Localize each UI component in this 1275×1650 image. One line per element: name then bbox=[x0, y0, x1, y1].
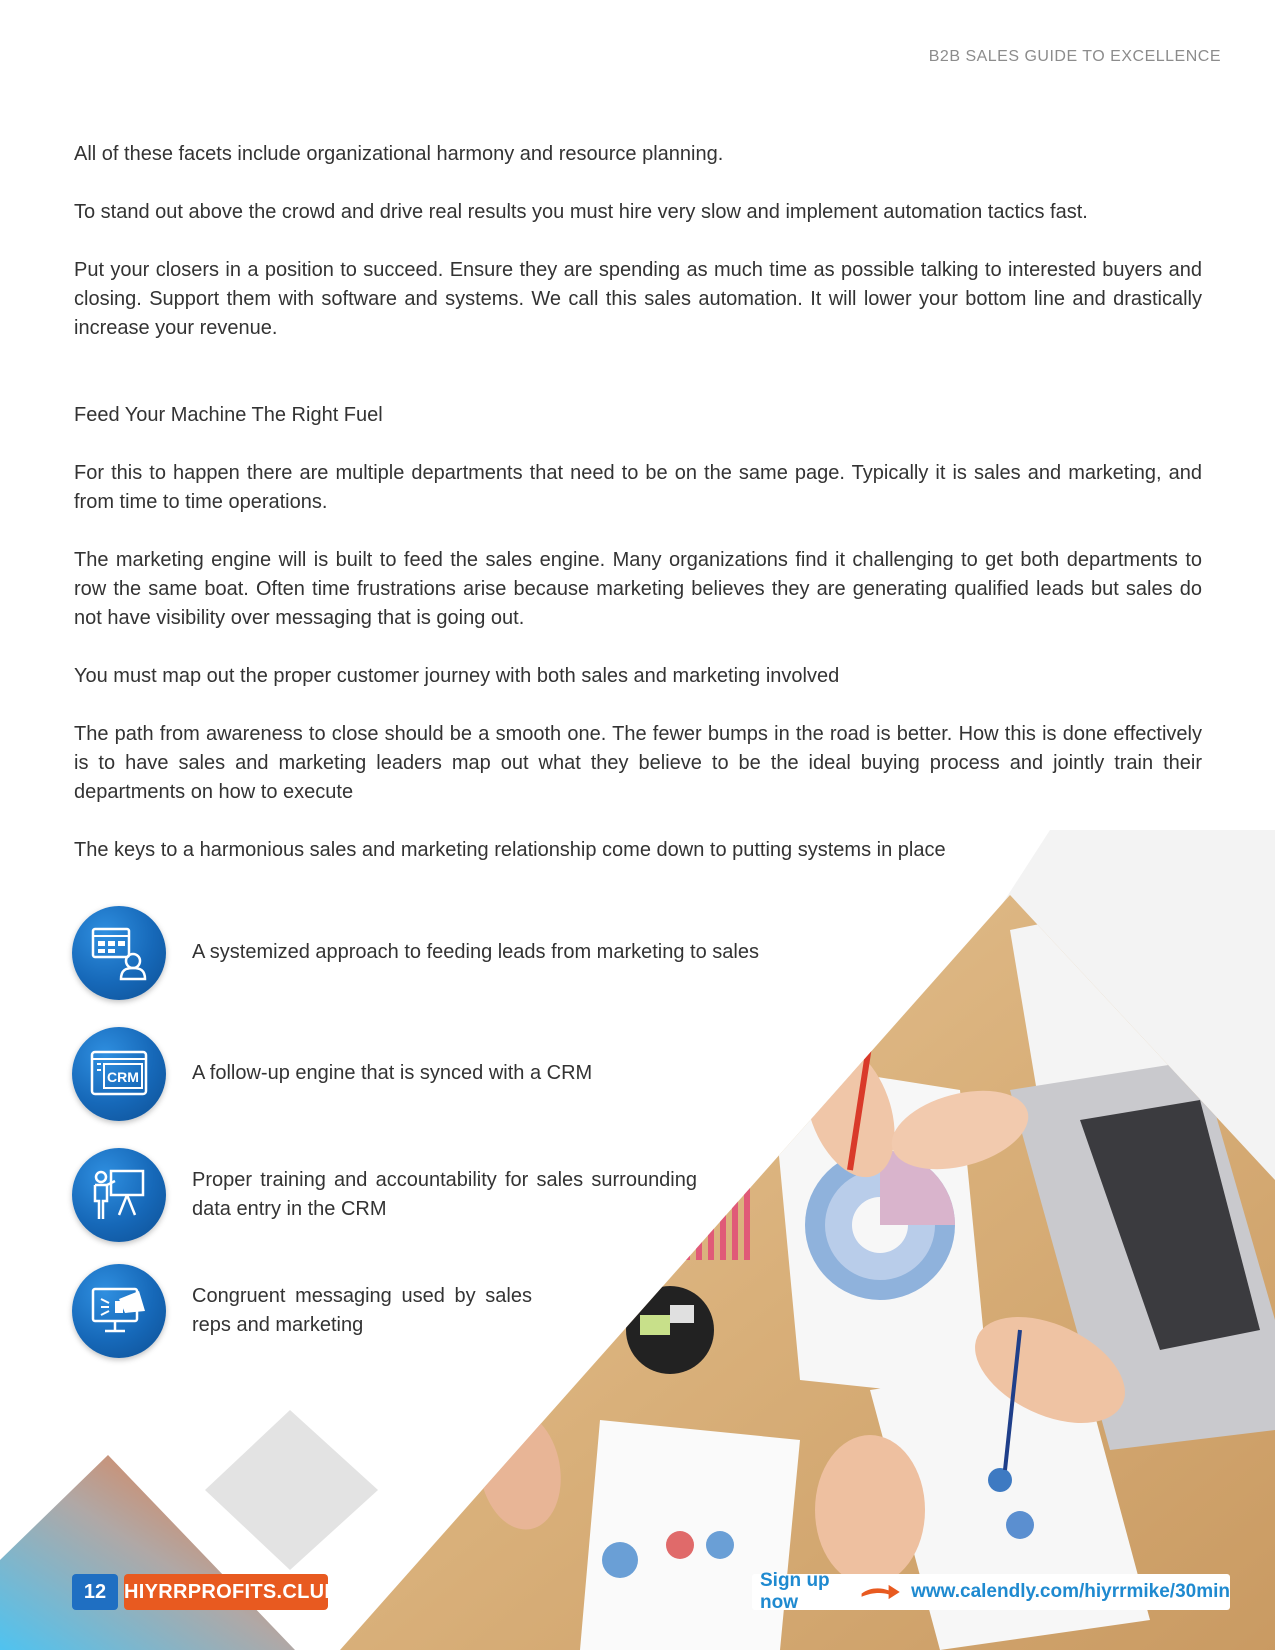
dashboard-user-icon bbox=[72, 906, 166, 1000]
bullet-item bbox=[72, 1148, 712, 1244]
body-text bbox=[74, 140, 1202, 894]
paragraph-2: To stand out above the crowd and drive real results you must hire very slow and implement automation tactics fast. bbox=[74, 201, 1088, 223]
paragraph-6: You must map out the proper customer journey with both sales and marketing involved bbox=[74, 665, 840, 687]
crm-icon-label: CRM bbox=[107, 1069, 139, 1085]
bullet-text: A follow-up engine that is synced with a CRM bbox=[192, 1062, 593, 1084]
paragraph-8: The keys to a harmonious sales and marketing relationship come down to putting systems in place bbox=[74, 839, 946, 861]
bullet-text: A systemized approach to feeding leads from marketing to sales bbox=[192, 941, 759, 963]
bullet-item bbox=[72, 1027, 712, 1123]
paragraph-4: For this to happen there are multiple departments that need to be on the same page. Typically it is sales and marketing, and from time to time operations. bbox=[74, 462, 1202, 513]
paragraph-3: Put your closers in a position to succeed. Ensure they are spending as much time as possible talking to interested buyers and closing. Support them with software and systems. We call this sales automation. It will lower your bottom line and drastically increase your revenue. bbox=[74, 259, 1202, 339]
paragraph-7: The path from awareness to close should be a smooth one. The fewer bumps in the road is better. How this is done effectively is to have sales and marketing leaders map out what they believe to be the ideal buying process and jointly train their departments on how to execute bbox=[74, 723, 1202, 803]
presentation-trainer-icon bbox=[72, 1148, 166, 1242]
section-heading: Feed Your Machine The Right Fuel bbox=[74, 404, 383, 426]
arrow-right-icon bbox=[860, 1580, 901, 1604]
paragraph-1: All of these facets include organizational harmony and resource planning. bbox=[74, 143, 724, 165]
calendly-link[interactable]: www.calendly.com/hiyrrmike/30min bbox=[911, 1581, 1230, 1602]
paragraph-5: The marketing engine will is built to feed the sales engine. Many organizations find it challenging to get both departments to row the same boat. Often time frustrations arise because marketing believes they are generating qualified leads but sales do not have visibility over messaging that is going out. bbox=[74, 549, 1202, 629]
signup-label[interactable]: Sign up now bbox=[760, 1570, 830, 1613]
signup-cta[interactable] bbox=[752, 1570, 1230, 1613]
bullet-item bbox=[72, 906, 759, 1002]
megaphone-monitor-icon bbox=[72, 1264, 166, 1358]
bullet-text: Congruent messaging used by sales reps and marketing bbox=[192, 1285, 532, 1336]
bullet-text: Proper training and accountability for sales surrounding data entry in the CRM bbox=[192, 1169, 697, 1220]
crm-icon bbox=[72, 1027, 166, 1121]
brand-link[interactable]: HIYRRPROFITS.CLUB bbox=[124, 1574, 328, 1610]
document-header-title: B2B SALES GUIDE TO EXCELLENCE bbox=[928, 48, 1221, 65]
page-number: 12 bbox=[72, 1574, 118, 1610]
bullet-item bbox=[72, 1264, 712, 1360]
